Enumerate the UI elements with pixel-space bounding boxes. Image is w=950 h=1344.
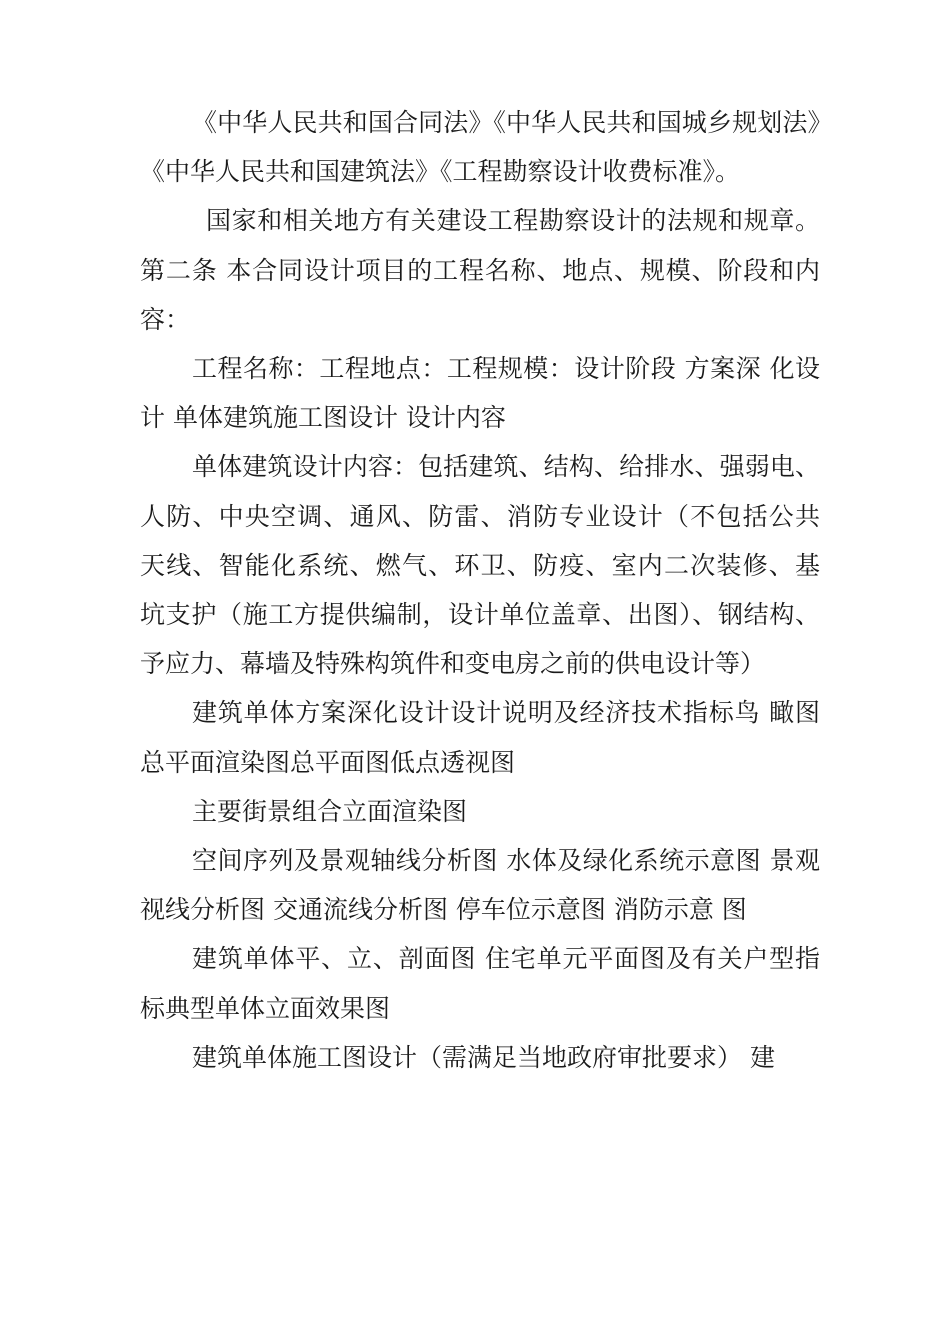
document-body: [140, 98, 820, 1082]
paragraph-analysis-drawings: 空间序列及景观轴线分析图 水体及绿化系统示意图 景观视线分析图 交通流线分析图 停车位示意图 消防示意 图: [140, 846, 820, 925]
paragraph-street-elevation: 主要街景组合立面渲染图: [192, 796, 468, 826]
paragraph-construction-drawings: 建筑单体施工图设计（需满足当地政府审批要求） 建: [192, 1042, 775, 1072]
paragraph-legal-basis: 《中华人民共和国合同法》《中华人民共和国城乡规划法》《中华人民共和国建筑法》《工程勘察设计收费标准》。: [140, 108, 820, 187]
paragraph-building-drawings: 建筑单体平、立、剖面图 住宅单元平面图及有关户型指标典型单体立面效果图: [140, 944, 820, 1023]
paragraph-project-info: 工程名称：工程地点：工程规模：设计阶段 方案深 化设计 单体建筑施工图设计 设计内容: [140, 354, 820, 433]
paragraph-design-scope: 单体建筑设计内容：包括建筑、结构、给排水、强弱电、 人防、中央空调、通风、防雷、消防专业设计（不包括公共 天线、智能化系统、燃气、环卫、防疫、室内二次装修、基 坑支护（施工方提供编制，设计单位盖章、出图）、钢结构、 予应力、幕墙及特殊构筑件和变电房之前的供电设计等）: [140, 452, 820, 679]
paragraph-scheme-deliverables: 建筑单体方案深化设计设计说明及经济技术指标鸟 瞰图总平面渲染图总平面图低点透视图: [140, 698, 820, 777]
paragraph-regulations: 国家和相关地方有关建设工程勘察设计的法规和规章。第二条 本合同设计项目的工程名称、地点、规模、阶段和内容：: [140, 206, 820, 334]
